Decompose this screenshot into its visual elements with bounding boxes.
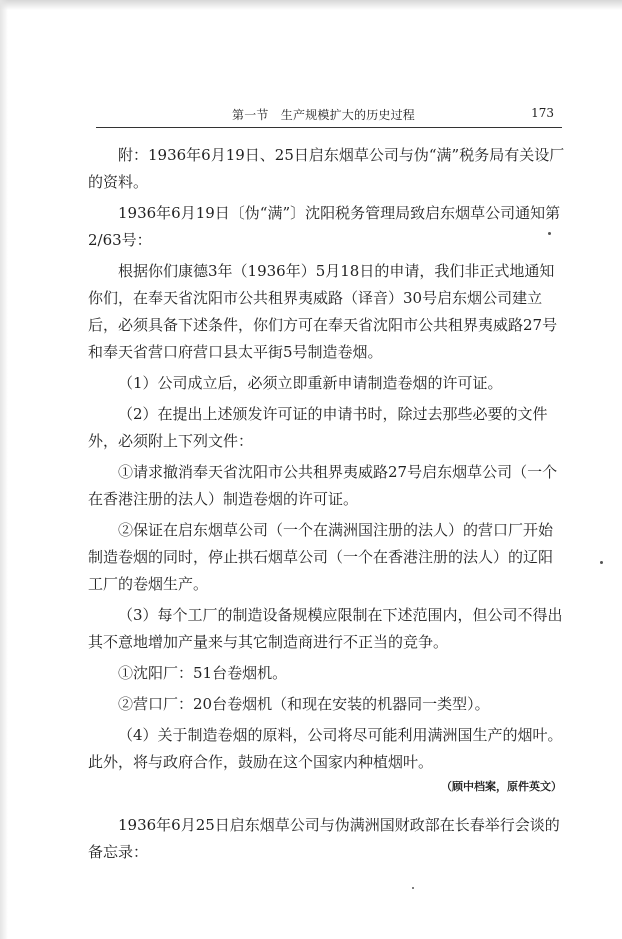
scan-speck	[600, 561, 603, 564]
condition-4: （4）关于制造卷烟的原料，公司将尽可能利用满洲国生产的烟叶。此外，将与政府合作，鼓励在这个国家内种植烟叶。	[88, 726, 563, 771]
condition-3-item-2: ②营口厂：20台卷烟机（和现在安装的机器同一类型）。	[118, 695, 490, 713]
page-body	[88, 142, 566, 870]
scan-speck	[412, 887, 414, 889]
condition-3: （3）每个工厂的制造设备规模应限制在下述范围内，但公司不得出其不意地增加产量来与其它制造商进行不正当的竞争。	[88, 606, 563, 651]
notice-heading: 1936年6月19日〔伪“满”〕沈阳税务管理局致启东烟草公司通知第2/63号：	[88, 204, 561, 249]
page-header	[96, 104, 562, 128]
condition-1: （1）公司成立后，必须立即重新申请制造卷烟的许可证。	[118, 374, 503, 392]
condition-2: （2）在提出上述颁发许可证的申请书时，除过去那些必要的文件外，必须附上下列文件：	[88, 405, 548, 450]
scan-shadow-left	[0, 0, 8, 939]
memo-heading: 1936年6月25日启东烟草公司与伪满洲国财政部在长春举行会谈的备忘录：	[88, 816, 560, 861]
scan-speck	[548, 232, 551, 235]
condition-3-item-1: ①沈阳厂：51台卷烟机。	[118, 664, 288, 682]
header-rule	[96, 127, 562, 128]
notice-body: 根据你们康德3年（1936年）5月18日的申请，我们非正式地通知你们，在奉天省沈阳市公共租界夷威路（译音）30号启东烟公司建立后，必须具备下述条件，你们方可在奉天省沈阳市公共租界夷威路27号和奉天省营口府营口县太平街5号制造卷烟。	[88, 262, 558, 361]
section-title: 第一节 生产规模扩大的历史过程	[232, 108, 416, 122]
appendix-heading: 附：1936年6月19日、25日启东烟草公司与伪“满”税务局有关设厂的资料。	[88, 146, 565, 191]
source-note: （顾中档案，原件英文）	[441, 780, 562, 793]
condition-2-item-2: ②保证在启东烟草公司（一个在满洲国注册的法人）的营口厂开始制造卷烟的同时，停止拱石烟草公司（一个在香港注册的法人）的辽阳工厂的卷烟生产。	[88, 521, 554, 593]
condition-2-item-1: ①请求撤消奉天省沈阳市公共租界夷威路27号启东烟草公司（一个在香港注册的法人）制造卷烟的许可证。	[88, 463, 558, 508]
page-number: 173	[531, 106, 554, 120]
scan-shadow	[0, 0, 622, 10]
